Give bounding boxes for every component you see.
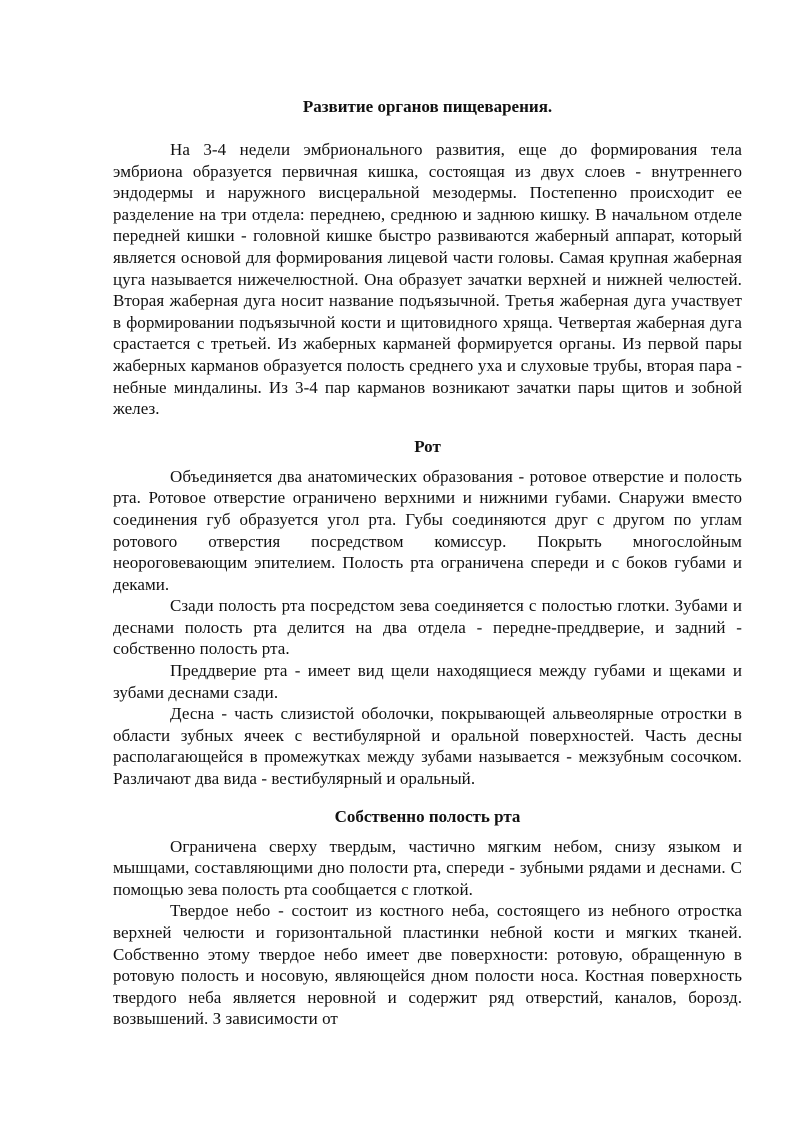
oral-cavity-paragraph-2: Твердое небо - состоит из костного неба, состоящего из небного отростка верхней челюсти и горизонтальной пластинки небной кости и мягких тканей. Собственно этому твердое небо имеет две поверхности: ротовую, обращенную в ротовую полость и носовую, являющейся дном полости носа. Костная поверхность твердого неба является неровной и содержит ряд отверстий, каналов, борозд. возвышений. З зависимости от <box>113 901 742 1029</box>
section-heading-mouth: Рот <box>414 436 441 456</box>
section-heading-oral-cavity: Собственно полость рта <box>334 806 521 826</box>
intro-paragraph: На 3-4 недели эмбрионального развития, еще до формирования тела эмбриона образуется первичная кишка, состоящая из двух слоев - внутреннего эндодермы и наружного висцеральной мезодермы. Постепенно происходит ее разделение на три отдела: переднею, среднюю и заднюю кишку. В начальном отделе передней кишки - головной кишке быстро развиваются жаберный аппарат, который является основой для формирования лицевой части головы. Самая крупная жаберная цуга называется нижечелюстной. Она образует зачатки верхней и нижней челюстей. Вторая жаберная дуга носит название подъязычной. Третья жаберная дуга участвует в формировании подъязычной кости и щитовидного хряща. Четвертая жаберная дуга срастается с третьей. Из жаберных карманей формируется органы. Из первой пары жаберных карманов образуется полость среднего уха и слуховые трубы, вторая пара - небные миндалины. Из 3-4 пар карманов возникают зачатки пары щитов и зобной желез. <box>113 140 742 419</box>
mouth-paragraph-2: Сзади полость рта посредстом зева соединяется с полостью глотки. Зубами и деснами полость рта делится на два отдела - передне-преддверие, и задний - собственно полость рта. <box>113 596 742 659</box>
oral-cavity-paragraph-1: Ограничена сверху твердым, частично мягким небом, снизу языком и мышцами, составляющими дно полости рта, спереди - зубными рядами и деснами. С помощью зева полость рта сообщается с глоткой. <box>113 836 742 899</box>
document-body <box>113 96 742 1030</box>
mouth-paragraph-3: Преддверие рта - имеет вид щели находящиеся между губами и щеками и зубами деснами сзади. <box>113 661 742 702</box>
document-title: Развитие органов пищеварения. <box>302 97 553 116</box>
mouth-paragraph-1: Объединяется два анатомических образования - ротовое отверстие и полость рта. Ротовое отверстие ограничено верхними и нижними губами. Снаружи вместо соединения губ образуется угол рта. Губы соединяются друг с другом по углам ротового отверстия посредством комиссур. Покрыть многослойным неороговевающим эпителием. Полость рта ограничена спереди и с боков губами и деками. <box>113 466 742 594</box>
mouth-paragraph-4: Десна - часть слизистой оболочки, покрывающей альвеолярные отростки в области зубных ячеек с вестибулярной и оральной поверхностей. Часть десны располагающейся в промежутках между зубами называется - межзубным сосочком. Различают два вида - вестибулярный и оральный. <box>113 704 742 789</box>
